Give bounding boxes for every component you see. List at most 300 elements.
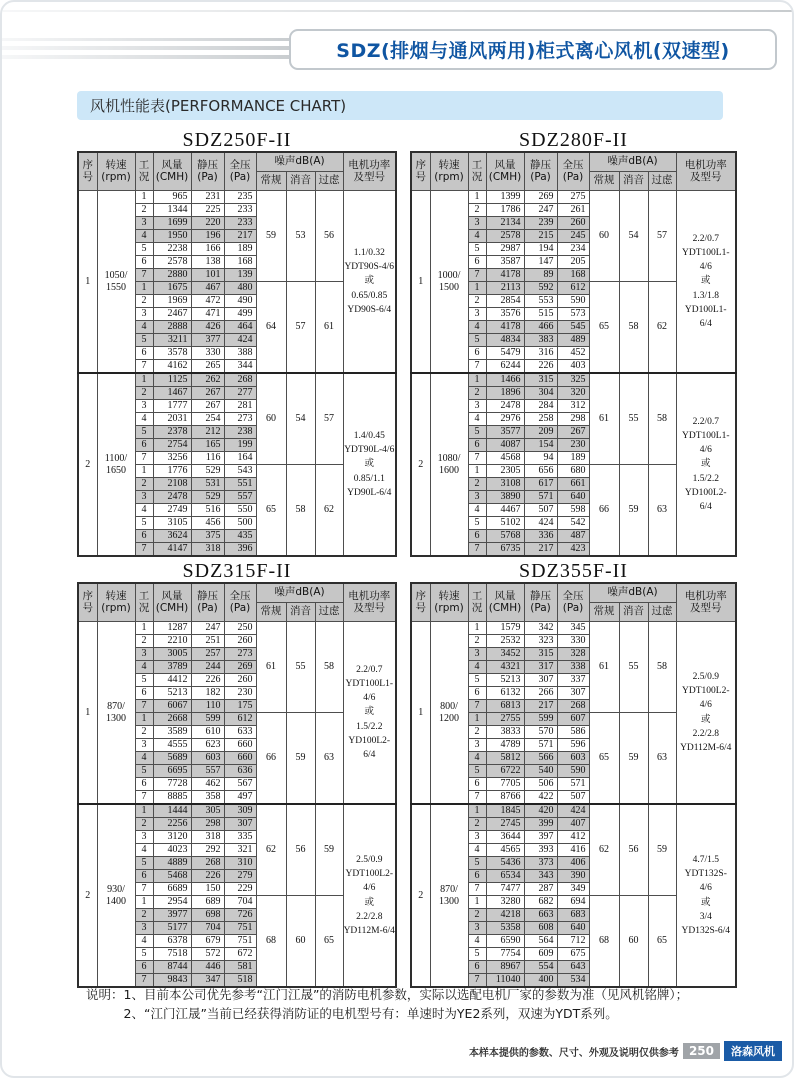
performance-table (77, 151, 397, 557)
airflow-cell: 2754 (153, 439, 191, 452)
header-row (78, 583, 396, 603)
airflow-cell: 6813 (486, 700, 524, 713)
static-pressure-cell: 422 (524, 791, 557, 805)
col-header-no (411, 583, 430, 622)
noise-cell: 61 (256, 622, 286, 713)
total-pressure-cell: 726 (224, 909, 256, 922)
static-pressure-cell: 553 (524, 295, 557, 308)
airflow-cell: 4147 (153, 543, 191, 557)
total-pressure-cell: 545 (557, 321, 589, 334)
condition-cell: 2 (135, 909, 153, 922)
motor-cell (676, 373, 736, 556)
condition-cell: 1 (135, 191, 153, 204)
cell-line: 1.5/2.2 (356, 721, 383, 732)
rpm-cell (430, 622, 468, 805)
condition-cell: 1 (135, 713, 153, 726)
airflow-cell: 2532 (486, 635, 524, 648)
condition-cell: 7 (135, 700, 153, 713)
cell-line: 870/ (107, 701, 125, 713)
airflow-cell: 2578 (486, 230, 524, 243)
static-pressure-cell: 292 (191, 844, 224, 857)
rpm-cell (97, 191, 135, 374)
noise-cell: 61 (589, 622, 619, 713)
condition-cell: 7 (468, 269, 486, 282)
total-pressure-cell: 660 (224, 739, 256, 752)
airflow-cell: 6722 (486, 765, 524, 778)
condition-cell: 7 (135, 269, 153, 282)
static-pressure-cell: 383 (524, 334, 557, 347)
airflow-cell: 2031 (153, 413, 191, 426)
cell-line: 或 (701, 276, 711, 287)
table-head (78, 152, 396, 191)
total-pressure-cell: 518 (224, 974, 256, 988)
total-pressure-cell: 217 (224, 230, 256, 243)
airflow-cell: 7754 (486, 948, 524, 961)
condition-cell: 1 (468, 804, 486, 818)
static-pressure-cell: 317 (524, 661, 557, 674)
static-pressure-cell: 507 (524, 504, 557, 517)
airflow-cell: 3644 (486, 831, 524, 844)
airflow-cell: 3833 (486, 726, 524, 739)
noise-cell: 68 (589, 896, 619, 988)
noise-cell: 61 (315, 282, 343, 374)
col-header-airflow (486, 152, 524, 191)
airflow-cell: 2854 (486, 295, 524, 308)
total-pressure-cell: 238 (224, 426, 256, 439)
total-pressure-cell: 388 (224, 347, 256, 360)
airflow-cell: 2113 (486, 282, 524, 295)
cell-line: 4/6 (699, 262, 712, 273)
col-header-airflow (153, 152, 191, 191)
rpm-cell (97, 373, 135, 556)
condition-cell: 2 (468, 635, 486, 648)
col-header-static-pressure (191, 583, 224, 622)
static-pressure-cell: 592 (524, 282, 557, 295)
total-pressure-cell: 307 (557, 687, 589, 700)
cell-line: 工 (138, 158, 150, 171)
airflow-cell: 7477 (486, 883, 524, 896)
static-pressure-cell: 110 (191, 700, 224, 713)
condition-cell: 3 (468, 922, 486, 935)
airflow-cell: 4412 (153, 674, 191, 687)
noise-cell: 65 (648, 896, 676, 988)
noise-cell: 58 (648, 373, 676, 465)
total-pressure-cell: 573 (557, 308, 589, 321)
static-pressure-cell: 94 (524, 452, 557, 465)
airflow-cell: 6735 (486, 543, 524, 557)
static-pressure-cell: 220 (191, 217, 224, 230)
cell-line: 或 (364, 276, 375, 287)
col-header-condition (468, 583, 486, 622)
cell-line: 1300 (106, 712, 126, 724)
condition-cell: 1 (468, 191, 486, 204)
condition-cell: 6 (468, 347, 486, 360)
cell-line: 号 (82, 601, 93, 614)
static-pressure-cell: 318 (191, 543, 224, 557)
total-pressure-cell: 233 (224, 204, 256, 217)
static-pressure-cell: 217 (524, 543, 557, 557)
cell-line: YDT132S- (684, 869, 727, 879)
condition-cell: 7 (135, 883, 153, 896)
total-pressure-cell: 396 (224, 543, 256, 557)
cell-line: 及型号 (690, 170, 722, 183)
airflow-cell: 6695 (153, 765, 191, 778)
total-pressure-cell: 277 (224, 387, 256, 400)
cell-line: 电机功率 (684, 589, 727, 602)
condition-cell: 1 (468, 465, 486, 478)
noise-cell: 62 (589, 804, 619, 896)
total-pressure-cell: 234 (557, 243, 589, 256)
airflow-cell: 1444 (153, 804, 191, 818)
col-header-static-pressure (191, 152, 224, 191)
cell-line: 1.5/2.2 (692, 473, 719, 484)
condition-cell: 3 (135, 308, 153, 321)
total-pressure-cell: 464 (224, 321, 256, 334)
static-pressure-cell: 265 (191, 360, 224, 374)
total-pressure-cell: 643 (557, 961, 589, 974)
table-slot (410, 560, 737, 988)
total-pressure-cell: 412 (557, 831, 589, 844)
cell-line: 2.2/2.8 (356, 911, 383, 922)
condition-cell: 5 (468, 674, 486, 687)
cell-line: 风量 (161, 158, 183, 171)
total-pressure-cell: 550 (224, 504, 256, 517)
table-body (411, 191, 736, 557)
airflow-cell: 5177 (153, 922, 191, 935)
cell-line: YD100L1- (684, 304, 727, 315)
total-pressure-cell: 499 (224, 308, 256, 321)
cell-line: 静压 (197, 158, 218, 171)
total-pressure-cell: 406 (557, 857, 589, 870)
total-pressure-cell: 567 (224, 778, 256, 791)
total-pressure-cell: 424 (224, 334, 256, 347)
airflow-cell: 4023 (153, 844, 191, 857)
condition-cell: 6 (468, 961, 486, 974)
condition-cell: 7 (468, 543, 486, 557)
total-pressure-cell: 675 (557, 948, 589, 961)
noise-cell: 59 (286, 713, 315, 805)
total-pressure-cell: 490 (224, 295, 256, 308)
static-pressure-cell: 564 (524, 935, 557, 948)
noise-cell: 55 (619, 622, 648, 713)
col-header-motor (343, 152, 396, 191)
col-header-no (78, 583, 97, 622)
static-pressure-cell: 471 (191, 308, 224, 321)
total-pressure-cell: 489 (557, 334, 589, 347)
static-pressure-cell: 572 (191, 948, 224, 961)
condition-cell: 4 (135, 413, 153, 426)
airflow-cell: 3256 (153, 452, 191, 465)
cell-line: 或 (364, 897, 375, 908)
cell-line: 2.2/0.7 (356, 664, 383, 675)
cell-line: (Pa) (562, 601, 584, 614)
col-header-condition (468, 152, 486, 191)
static-pressure-cell: 570 (524, 726, 557, 739)
cell-line: 或 (364, 459, 375, 470)
airflow-cell: 2478 (486, 400, 524, 413)
cell-line: 全压 (562, 158, 584, 171)
col-header-noise-sub: 常规 (589, 172, 619, 191)
cell-line: 静压 (197, 589, 218, 602)
condition-cell: 5 (468, 765, 486, 778)
static-pressure-cell: 571 (524, 739, 557, 752)
condition-cell: 2 (135, 726, 153, 739)
cell-line: 1400 (106, 895, 126, 907)
cell-line: YD90S-6/4 (347, 304, 392, 315)
condition-cell: 3 (468, 308, 486, 321)
static-pressure-cell: 540 (524, 765, 557, 778)
static-pressure-cell: 571 (524, 491, 557, 504)
airflow-cell: 5213 (486, 674, 524, 687)
col-header-condition (135, 583, 153, 622)
total-pressure-cell: 751 (224, 922, 256, 935)
static-pressure-cell: 257 (191, 648, 224, 661)
static-pressure-cell: 516 (191, 504, 224, 517)
total-pressure-cell: 423 (557, 543, 589, 557)
table-title: SDZ315F-II (182, 560, 292, 582)
noise-cell: 66 (256, 713, 286, 805)
airflow-cell: 2467 (153, 308, 191, 321)
total-pressure-cell: 245 (557, 230, 589, 243)
airflow-cell: 4162 (153, 360, 191, 374)
col-header-noise-sub: 消音 (619, 603, 648, 622)
airflow-cell: 6132 (486, 687, 524, 700)
static-pressure-cell: 472 (191, 295, 224, 308)
static-pressure-cell: 698 (191, 909, 224, 922)
total-pressure-cell: 267 (557, 426, 589, 439)
airflow-cell: 3577 (486, 426, 524, 439)
cell-line: 电机功率 (348, 158, 391, 171)
total-pressure-cell: 607 (557, 713, 589, 726)
total-pressure-cell: 640 (557, 491, 589, 504)
cell-line: 况 (471, 601, 483, 614)
airflow-cell: 2976 (486, 413, 524, 426)
static-pressure-cell: 342 (524, 622, 557, 635)
airflow-cell: 3587 (486, 256, 524, 269)
performance-table (410, 582, 737, 988)
group-no-cell: 1 (78, 191, 97, 374)
cell-line: YD132S-6/4 (681, 926, 731, 936)
condition-cell: 4 (135, 844, 153, 857)
cell-line: 2.2/0.7 (692, 416, 719, 427)
airflow-cell: 4321 (486, 661, 524, 674)
static-pressure-cell: 375 (191, 530, 224, 543)
cell-line: 800/ (440, 701, 458, 713)
total-pressure-cell: 534 (557, 974, 589, 988)
condition-cell: 2 (135, 478, 153, 491)
motor-cell (343, 191, 396, 374)
static-pressure-cell: 623 (191, 739, 224, 752)
condition-cell: 3 (135, 648, 153, 661)
static-pressure-cell: 358 (191, 791, 224, 805)
col-header-static-pressure (524, 152, 557, 191)
airflow-cell: 4568 (486, 452, 524, 465)
static-pressure-cell: 529 (191, 465, 224, 478)
noise-cell: 54 (286, 373, 315, 465)
performance-table (410, 151, 737, 557)
airflow-cell: 6590 (486, 935, 524, 948)
static-pressure-cell: 467 (191, 282, 224, 295)
section-title-bar (77, 91, 723, 120)
table-row (78, 191, 396, 204)
page-number-badge: 250 (683, 1043, 720, 1059)
total-pressure-cell: 612 (224, 713, 256, 726)
cell-line: 及型号 (690, 601, 722, 614)
total-pressure-cell: 320 (557, 387, 589, 400)
static-pressure-cell: 269 (524, 191, 557, 204)
airflow-cell: 2210 (153, 635, 191, 648)
table-slot (77, 129, 397, 557)
condition-cell: 5 (135, 857, 153, 870)
condition-cell: 4 (468, 661, 486, 674)
cell-line: 风量 (494, 589, 516, 602)
col-header-noise-sub: 过虑 (315, 603, 343, 622)
airflow-cell: 1344 (153, 204, 191, 217)
motor-cell (343, 804, 396, 987)
airflow-cell: 7705 (486, 778, 524, 791)
cell-line: (Pa) (229, 601, 251, 614)
condition-cell: 3 (468, 491, 486, 504)
cell-line: (rpm) (101, 170, 131, 183)
total-pressure-cell: 571 (557, 778, 589, 791)
cell-line: YDT100L1- (682, 247, 730, 258)
total-pressure-cell: 390 (557, 870, 589, 883)
total-pressure-cell: 268 (557, 700, 589, 713)
total-pressure-cell: 328 (557, 648, 589, 661)
total-pressure-cell: 260 (224, 635, 256, 648)
rpm-cell (97, 804, 135, 987)
condition-cell: 5 (468, 857, 486, 870)
condition-cell: 1 (468, 282, 486, 295)
col-header-noise: 噪声dB(A) (256, 583, 343, 603)
condition-cell: 4 (135, 321, 153, 334)
airflow-cell: 1776 (153, 465, 191, 478)
condition-cell: 7 (135, 791, 153, 805)
cell-line: YD90L-6/4 (347, 487, 392, 498)
static-pressure-cell: 226 (524, 360, 557, 374)
total-pressure-cell: 345 (557, 622, 589, 635)
airflow-cell: 1579 (486, 622, 524, 635)
total-pressure-cell: 279 (224, 870, 256, 883)
col-header-noise: 噪声dB(A) (589, 152, 676, 172)
condition-cell: 2 (468, 204, 486, 217)
static-pressure-cell: 251 (191, 635, 224, 648)
total-pressure-cell: 403 (557, 360, 589, 374)
noise-cell: 61 (589, 373, 619, 465)
cell-line: 4/6 (363, 693, 376, 704)
condition-cell: 5 (135, 334, 153, 347)
decorative-stripe (2, 10, 794, 12)
decorative-stripe (2, 38, 302, 41)
static-pressure-cell: 663 (524, 909, 557, 922)
airflow-cell: 5358 (486, 922, 524, 935)
condition-cell: 2 (135, 387, 153, 400)
cell-line: YDT90S-4/6 (344, 262, 395, 273)
static-pressure-cell: 287 (524, 883, 557, 896)
condition-cell: 3 (468, 648, 486, 661)
table-slot (410, 129, 737, 557)
airflow-cell: 7728 (153, 778, 191, 791)
total-pressure-cell: 661 (557, 478, 589, 491)
noise-cell: 62 (256, 804, 286, 896)
static-pressure-cell: 138 (191, 256, 224, 269)
condition-cell: 2 (135, 204, 153, 217)
noise-cell: 65 (589, 713, 619, 805)
static-pressure-cell: 147 (524, 256, 557, 269)
col-header-no (78, 152, 97, 191)
col-header-no (411, 152, 430, 191)
cell-line: 转速 (438, 589, 460, 602)
col-header-noise-sub: 过虑 (315, 172, 343, 191)
col-header-noise-sub: 过虑 (648, 603, 676, 622)
noise-cell: 62 (648, 282, 676, 374)
cell-line: (CMH) (155, 170, 189, 183)
condition-cell: 6 (135, 439, 153, 452)
static-pressure-cell: 462 (191, 778, 224, 791)
col-header-noise-sub: 常规 (589, 603, 619, 622)
table-row (411, 373, 736, 387)
cell-line: 1600 (439, 464, 459, 476)
cell-line: 0.65/0.85 (351, 290, 388, 301)
notes (86, 985, 688, 1024)
static-pressure-cell: 393 (524, 844, 557, 857)
cell-line: 或 (701, 714, 711, 725)
total-pressure-cell: 435 (224, 530, 256, 543)
static-pressure-cell: 599 (524, 713, 557, 726)
static-pressure-cell: 689 (191, 896, 224, 909)
airflow-cell: 4889 (153, 857, 191, 870)
static-pressure-cell: 315 (524, 648, 557, 661)
static-pressure-cell: 231 (191, 191, 224, 204)
rpm-cell (430, 373, 468, 556)
static-pressure-cell: 373 (524, 857, 557, 870)
cell-line: 序 (415, 158, 426, 171)
airflow-cell: 965 (153, 191, 191, 204)
condition-cell: 4 (468, 935, 486, 948)
total-pressure-cell: 507 (557, 791, 589, 805)
cell-line: 6/4 (699, 502, 712, 513)
cell-line: 1650 (106, 464, 126, 476)
condition-cell: 2 (135, 295, 153, 308)
footer-disclaimer: 本样本提供的参数、尺寸、外观及说明仅供参考 (468, 1047, 679, 1059)
motor-cell (343, 373, 396, 556)
airflow-cell: 1399 (486, 191, 524, 204)
airflow-cell: 1125 (153, 373, 191, 387)
total-pressure-cell: 704 (224, 896, 256, 909)
total-pressure-cell: 230 (224, 687, 256, 700)
noise-cell: 55 (619, 373, 648, 465)
static-pressure-cell: 239 (524, 217, 557, 230)
static-pressure-cell: 154 (524, 439, 557, 452)
condition-cell: 6 (135, 347, 153, 360)
total-pressure-cell: 168 (557, 269, 589, 282)
total-pressure-cell: 694 (557, 896, 589, 909)
condition-cell: 1 (468, 373, 486, 387)
condition-cell: 6 (135, 530, 153, 543)
noise-cell: 59 (648, 804, 676, 896)
airflow-cell: 1845 (486, 804, 524, 818)
motor-cell (676, 804, 736, 987)
condition-cell: 7 (135, 543, 153, 557)
cell-line: 及型号 (353, 601, 385, 614)
col-header-total-pressure (557, 152, 589, 191)
noise-cell: 68 (256, 896, 286, 988)
col-header-noise-sub: 过虑 (648, 172, 676, 191)
noise-cell: 57 (286, 282, 315, 374)
airflow-cell: 2578 (153, 256, 191, 269)
static-pressure-cell: 315 (524, 373, 557, 387)
condition-cell: 5 (135, 948, 153, 961)
